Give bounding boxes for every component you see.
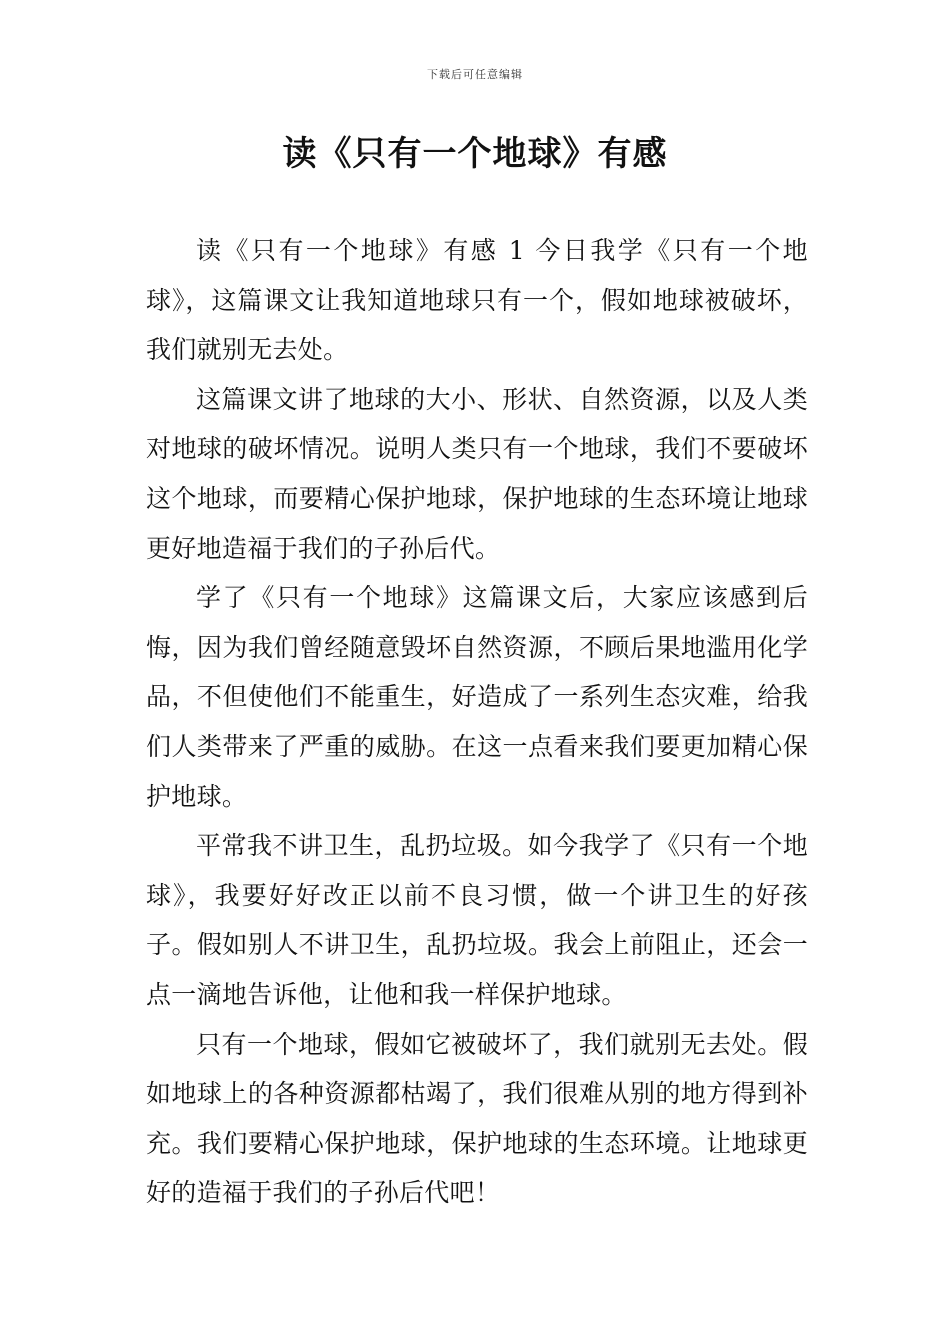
- paragraph-2: 这篇课文讲了地球的大小、形状、自然资源，以及人类对地球的破坏情况。说明人类只有一个地球，我们不要破坏这个地球，而要精心保护地球，保护地球的生态环境让地球更好地造福于我们的子孙后代。: [146, 384, 808, 563]
- paragraph-4: 平常我不讲卫生，乱扔垃圾。如今我学了《只有一个地球》，我要好好改正以前不良习惯，做一个讲卫生的好孩子。假如别人不讲卫生，乱扔垃圾。我会上前阻止，还会一点一滴地告诉他，让他和我一样保护地球。: [146, 831, 808, 1009]
- paragraph-3: 学了《只有一个地球》这篇课文后，大家应该感到后悔，因为我们曾经随意毁坏自然资源，不顾后果地滥用化学品，不但使他们不能重生，好造成了一系列生态灾难，给我们人类带来了严重的威胁。在这一点看来我们要更加精心保护地球。: [146, 583, 808, 811]
- document-title: 读《只有一个地球》有感: [282, 134, 668, 174]
- document-body: [146, 226, 808, 1218]
- header-note: 下载后可任意编辑: [427, 68, 523, 81]
- paragraph-5: 只有一个地球，假如它被破坏了，我们就别无去处。假如地球上的各种资源都枯竭了，我们很难从别的地方得到补充。我们要精心保护地球，保护地球的生态环境。让地球更好的造福于我们的子孙后代吧！: [146, 1029, 808, 1208]
- paragraph-1: 读《只有一个地球》有感 1 今日我学《只有一个地球》，这篇课文让我知道地球只有一个，假如地球被破坏，我们就别无去处。: [146, 236, 808, 365]
